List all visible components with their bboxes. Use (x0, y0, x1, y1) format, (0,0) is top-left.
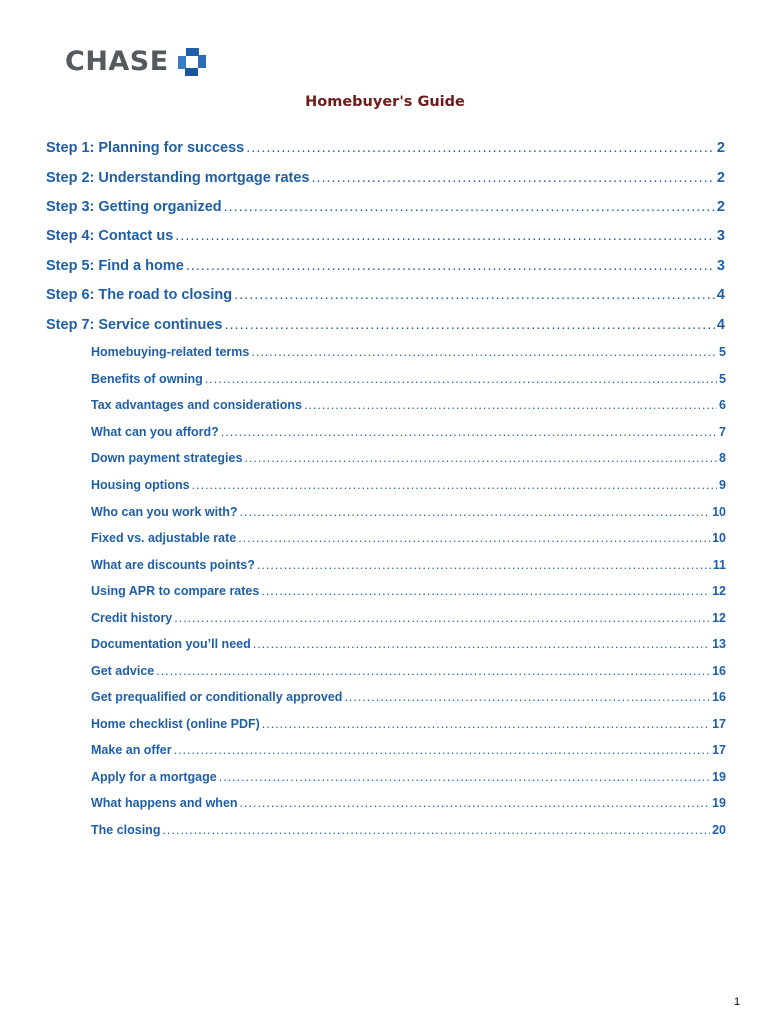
toc-subitem[interactable] (91, 637, 726, 651)
toc-leader (251, 345, 717, 359)
toc-subitem[interactable] (91, 690, 726, 704)
toc-page-number: 4 (716, 317, 725, 333)
toc-leader (192, 478, 717, 492)
toc-label: What can you afford? (91, 425, 219, 439)
toc-subitem[interactable] (91, 770, 726, 784)
toc-label: Home checklist (online PDF) (91, 717, 260, 731)
toc-label: Who can you work with? (91, 505, 238, 519)
toc-label: Step 3: Getting organized (46, 199, 222, 215)
toc-page-number: 3 (716, 258, 725, 274)
toc-leader (219, 770, 710, 784)
toc-page-number: 13 (712, 637, 726, 651)
toc-leader (304, 398, 717, 412)
toc-leader (311, 170, 714, 186)
toc-label: Documentation you’ll need (91, 637, 251, 651)
toc-page-number: 2 (716, 199, 725, 215)
toc-subitem[interactable] (91, 505, 726, 519)
toc-page-number: 7 (719, 425, 726, 439)
toc-subitem[interactable] (91, 558, 726, 572)
toc-leader (221, 425, 717, 439)
toc-label: The closing (91, 823, 161, 837)
toc-subitem[interactable] (91, 717, 726, 731)
toc-subitem[interactable] (91, 425, 726, 439)
page-number: 1 (734, 996, 741, 1008)
toc-label: Fixed vs. adjustable rate (91, 531, 237, 545)
toc-leader (224, 199, 715, 215)
toc-page-number: 16 (712, 664, 726, 678)
document-title: Homebuyer's Guide (305, 94, 465, 110)
toc-label: Get advice (91, 664, 155, 678)
toc-page-number: 6 (719, 398, 726, 412)
toc-subitem[interactable] (91, 345, 726, 359)
toc-leader (175, 228, 715, 244)
toc-label: Benefits of owning (91, 372, 203, 386)
toc-leader (234, 287, 715, 303)
toc-subitem[interactable] (91, 796, 726, 810)
toc-page-number: 17 (712, 717, 726, 731)
toc-leader (257, 558, 711, 572)
toc-subitem[interactable] (91, 372, 726, 386)
toc-page-number: 20 (712, 823, 726, 837)
toc-leader (262, 717, 710, 731)
toc-page-number: 11 (712, 558, 726, 572)
chase-octagon-icon (177, 47, 207, 77)
toc-step-2[interactable] (46, 170, 725, 186)
toc-step-3[interactable] (46, 199, 725, 215)
toc-subitem[interactable] (91, 584, 726, 598)
toc-page-number: 9 (719, 478, 726, 492)
toc-label: Step 4: Contact us (46, 228, 174, 244)
toc-subitem[interactable] (91, 664, 726, 678)
toc-page-number: 19 (712, 770, 726, 784)
toc-leader (174, 743, 711, 757)
toc-page-number: 8 (719, 451, 726, 465)
toc-leader (344, 690, 710, 704)
toc-subitem[interactable] (91, 743, 726, 757)
toc-label: Down payment strategies (91, 451, 243, 465)
toc-label: Step 2: Understanding mortgage rates (46, 170, 310, 186)
toc-label: Step 7: Service continues (46, 317, 223, 333)
chase-logo (65, 46, 207, 78)
toc-label: What happens and when (91, 796, 238, 810)
toc-label: Housing options (91, 478, 190, 492)
toc-leader (238, 531, 710, 545)
toc-label: Step 6: The road to closing (46, 287, 233, 303)
toc-page-number: 10 (712, 531, 726, 545)
toc-page-number: 2 (716, 140, 725, 156)
toc-subitem[interactable] (91, 451, 726, 465)
toc-leader (174, 611, 710, 625)
toc-label: What are discounts points? (91, 558, 255, 572)
toc-leader (253, 637, 710, 651)
toc-page-number: 3 (716, 228, 725, 244)
toc-label: Credit history (91, 611, 173, 625)
toc-subitem[interactable] (91, 823, 726, 837)
toc-leader (261, 584, 710, 598)
toc-leader (205, 372, 717, 386)
toc-page-number: 4 (716, 287, 725, 303)
toc-page-number: 10 (712, 505, 726, 519)
toc-label: Step 1: Planning for success (46, 140, 245, 156)
toc-step-6[interactable] (46, 287, 725, 303)
toc-label: Apply for a mortgage (91, 770, 217, 784)
toc-page-number: 12 (712, 611, 726, 625)
toc-page-number: 5 (719, 345, 726, 359)
toc-step-7[interactable] (46, 317, 725, 333)
toc-page-number: 12 (712, 584, 726, 598)
logo-wordmark: CHASE (65, 46, 169, 77)
toc-step-4[interactable] (46, 228, 725, 244)
toc-label: Tax advantages and considerations (91, 398, 302, 412)
toc-subitem[interactable] (91, 478, 726, 492)
toc-leader (240, 505, 711, 519)
toc-leader (186, 258, 715, 274)
toc-leader (156, 664, 710, 678)
toc-leader (224, 317, 714, 333)
toc-page-number: 2 (716, 170, 725, 186)
toc-subitem[interactable] (91, 531, 726, 545)
toc-label: Homebuying-related terms (91, 345, 250, 359)
toc-leader (240, 796, 711, 810)
toc-label: Using APR to compare rates (91, 584, 260, 598)
toc-page-number: 16 (712, 690, 726, 704)
toc-leader (162, 823, 710, 837)
toc-subitem[interactable] (91, 398, 726, 412)
toc-page-number: 5 (719, 372, 726, 386)
toc-step-1[interactable] (46, 140, 725, 156)
toc-page-number: 17 (712, 743, 726, 757)
toc-leader (246, 140, 715, 156)
toc-subitem[interactable] (91, 611, 726, 625)
toc-label: Step 5: Find a home (46, 258, 184, 274)
toc-label: Make an offer (91, 743, 172, 757)
toc-step-5[interactable] (46, 258, 725, 274)
toc-leader (244, 451, 717, 465)
toc-page-number: 19 (712, 796, 726, 810)
toc-label: Get prequalified or conditionally approved (91, 690, 343, 704)
